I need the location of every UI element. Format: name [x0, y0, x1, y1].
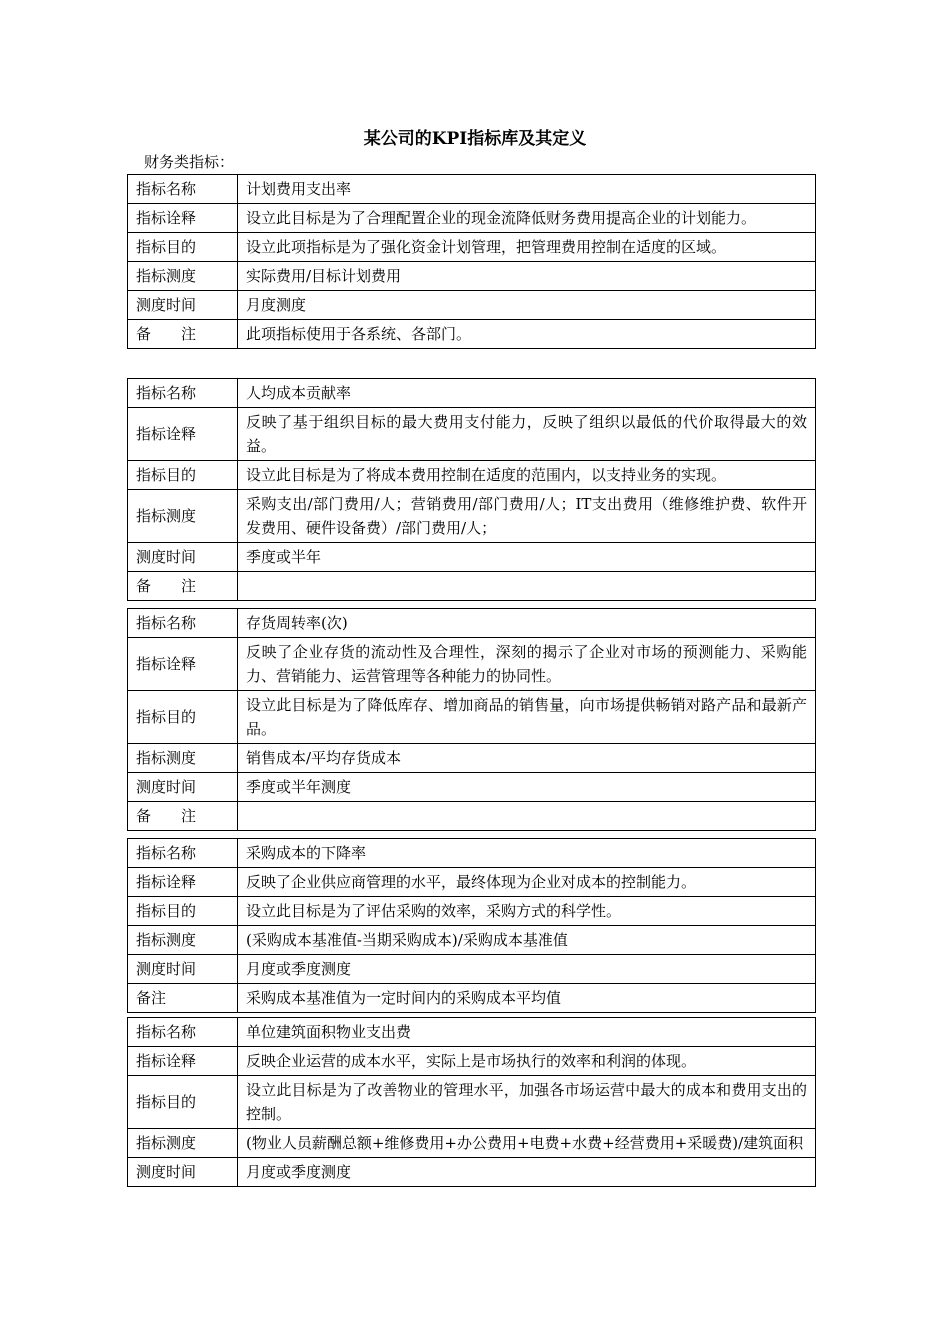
table-row: [128, 543, 816, 572]
row-key: 指标测度: [128, 744, 238, 773]
row-key: 测度时间: [128, 773, 238, 802]
row-value: 人均成本贡献率: [238, 379, 816, 408]
row-key: 指标目的: [128, 691, 238, 744]
row-key: 指标测度: [128, 926, 238, 955]
table-row: [128, 691, 816, 744]
row-key: 指标诠释: [128, 868, 238, 897]
table-row: [128, 204, 816, 233]
row-key: 指标名称: [128, 1018, 238, 1047]
row-key: 指标名称: [128, 379, 238, 408]
row-value: [238, 572, 816, 601]
table-row: [128, 802, 816, 831]
table-row: [128, 868, 816, 897]
row-value: 采购支出/部门费用/人；营销费用/部门费用/人；IT支出费用（维修维护费、软件开发费用、硬件设备费）/部门费用/人；: [238, 490, 816, 543]
row-value: 单位建筑面积物业支出费: [238, 1018, 816, 1047]
row-key: 备 注: [128, 320, 238, 349]
row-value: 计划费用支出率: [238, 175, 816, 204]
kpi-table-1: [127, 174, 816, 349]
row-key: 测度时间: [128, 1158, 238, 1187]
row-value: (采购成本基准值-当期采购成本)/采购成本基准值: [238, 926, 816, 955]
row-key: 测度时间: [128, 291, 238, 320]
row-value: 设立此项指标是为了强化资金计划管理，把管理费用控制在适度的区域。: [238, 233, 816, 262]
row-value: 采购成本基准值为一定时间内的采购成本平均值: [238, 984, 816, 1013]
row-key: 指标名称: [128, 175, 238, 204]
kpi-table-3: [127, 608, 816, 831]
row-value: 反映了企业存货的流动性及合理性，深刻的揭示了企业对市场的预测能力、采购能力、营销能力、运营管理等各种能力的协同性。: [238, 638, 816, 691]
table-row: [128, 609, 816, 638]
row-key: 指标诠释: [128, 638, 238, 691]
table-row: [128, 175, 816, 204]
row-key: 指标目的: [128, 897, 238, 926]
table-row: [128, 955, 816, 984]
table-row: [128, 233, 816, 262]
row-key: 指标测度: [128, 490, 238, 543]
row-key: 指标诠释: [128, 408, 238, 461]
table-row: [128, 638, 816, 691]
row-value: (物业人员薪酬总额+维修费用+办公费用+电费+水费+经营费用+采暖费)/建筑面积: [238, 1129, 816, 1158]
table-row: [128, 1018, 816, 1047]
row-value: 设立此目标是为了合理配置企业的现金流降低财务费用提高企业的计划能力。: [238, 204, 816, 233]
row-value: 季度或半年: [238, 543, 816, 572]
row-key: 指标诠释: [128, 204, 238, 233]
row-key: 指标目的: [128, 1076, 238, 1129]
row-value: 季度或半年测度: [238, 773, 816, 802]
table-row: [128, 926, 816, 955]
row-value: 存货周转率(次): [238, 609, 816, 638]
row-value: 此项指标使用于各系统、各部门。: [238, 320, 816, 349]
row-value: 设立此目标是为了改善物业的管理水平，加强各市场运营中最大的成本和费用支出的控制。: [238, 1076, 816, 1129]
row-value: 设立此目标是为了将成本费用控制在适度的范围内，以支持业务的实现。: [238, 461, 816, 490]
kpi-table-2: [127, 378, 816, 601]
section-label: 财务类指标：: [144, 153, 235, 171]
row-key: 指标目的: [128, 461, 238, 490]
table-row: [128, 490, 816, 543]
row-value: [238, 802, 816, 831]
row-value: 采购成本的下降率: [238, 839, 816, 868]
table-row: [128, 984, 816, 1013]
table-row: [128, 1047, 816, 1076]
table-row: [128, 1129, 816, 1158]
row-key: 指标测度: [128, 1129, 238, 1158]
table-row: [128, 291, 816, 320]
table-row: [128, 461, 816, 490]
row-key: 备注: [128, 984, 238, 1013]
table-row: [128, 408, 816, 461]
row-value: 设立此目标是为了降低库存、增加商品的销售量，向市场提供畅销对路产品和最新产品。: [238, 691, 816, 744]
row-value: 反映企业运营的成本水平，实际上是市场执行的效率和利润的体现。: [238, 1047, 816, 1076]
row-value: 月度或季度测度: [238, 955, 816, 984]
row-key: 备 注: [128, 802, 238, 831]
table-row: [128, 262, 816, 291]
row-value: 反映了企业供应商管理的水平，最终体现为企业对成本的控制能力。: [238, 868, 816, 897]
page-title: 某公司的KPI指标库及其定义: [363, 129, 587, 149]
kpi-table-5: [127, 1017, 816, 1187]
row-value: 反映了基于组织目标的最大费用支付能力，反映了组织以最低的代价取得最大的效益。: [238, 408, 816, 461]
kpi-table-4: [127, 838, 816, 1013]
row-value: 实际费用/目标计划费用: [238, 262, 816, 291]
row-value: 设立此目标是为了评估采购的效率，采购方式的科学性。: [238, 897, 816, 926]
row-value: 月度测度: [238, 291, 816, 320]
table-row: [128, 773, 816, 802]
row-value: 销售成本/平均存货成本: [238, 744, 816, 773]
row-key: 测度时间: [128, 955, 238, 984]
row-key: 测度时间: [128, 543, 238, 572]
row-key: 指标目的: [128, 233, 238, 262]
row-key: 指标名称: [128, 609, 238, 638]
row-key: 指标诠释: [128, 1047, 238, 1076]
table-row: [128, 572, 816, 601]
row-key: 备 注: [128, 572, 238, 601]
table-row: [128, 320, 816, 349]
table-row: [128, 897, 816, 926]
table-row: [128, 1158, 816, 1187]
row-key: 指标测度: [128, 262, 238, 291]
table-row: [128, 839, 816, 868]
table-row: [128, 379, 816, 408]
table-row: [128, 1076, 816, 1129]
row-value: 月度或季度测度: [238, 1158, 816, 1187]
row-key: 指标名称: [128, 839, 238, 868]
table-row: [128, 744, 816, 773]
